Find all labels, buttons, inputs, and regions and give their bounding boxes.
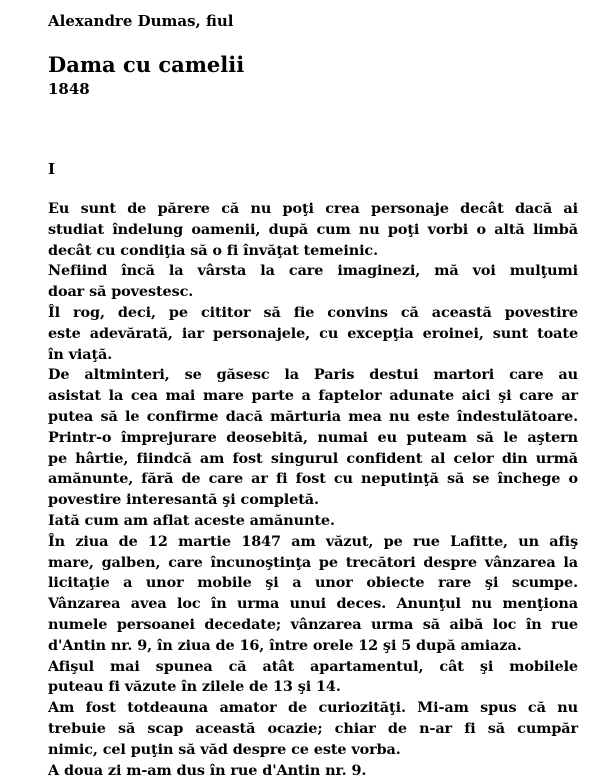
text-line: De altminteri, se găsesc la Paris destui martori care au [48, 366, 578, 384]
publication-year: 1848 [48, 80, 90, 98]
text-line: pe hârtie, fiindcă am fost singurul confident al celor din urmă [48, 449, 578, 467]
text-line: putea să le confirme dacă mărturia mea nu este îndestulătoare. [48, 407, 578, 425]
text-line: În ziua de 12 martie 1847 am văzut, pe rue Lafitte, un afiş [48, 532, 578, 550]
text-line: puteau fi văzute în zilele de 13 şi 14. [48, 678, 341, 696]
text-line: Eu sunt de părere că nu poţi crea personaje decât dacă ai [48, 200, 578, 217]
text-line: povestire interesantă şi completă. [48, 491, 319, 509]
author-name: Alexandre Dumas, fiul [48, 12, 234, 30]
text-line: Nefiind încă la vârsta la care imaginezi, mă voi mulţumi [48, 262, 578, 280]
text-line: A doua zi m-am dus în rue d'Antin nr. 9. [48, 761, 367, 779]
text-line: numele persoanei decedate; vânzarea urma să aibă loc în rue [48, 615, 578, 633]
text-line: decât cu condiţia să o fi învăţat temeinic. [48, 241, 379, 259]
book-title: Dama cu camelii [48, 52, 245, 77]
text-line: d'Antin nr. 9, în ziua de 16, între orele 12 şi 5 după amiaza. [48, 636, 522, 654]
text-line: Vânzarea avea loc în urma unui deces. Anunţul nu menţiona [48, 595, 578, 613]
chapter-heading: I [48, 160, 56, 178]
chapter-text [48, 199, 578, 781]
text-line: Afişul mai spunea că atât apartamentul, cât şi mobilele [48, 657, 578, 675]
text-line: amănunte, fără de care ar fi fost cu neputinţă să se închege o [48, 470, 578, 488]
text-line: trebuie să scap această ocazie; chiar de n-ar fi să cumpăr [48, 719, 578, 737]
text-line: licitaţie a unor mobile şi a unor obiecte rare şi scumpe. [48, 574, 578, 592]
text-line: Printr-o împrejurare deosebită, numai eu puteam să le aştern [48, 428, 578, 446]
text-line: în viaţă. [48, 345, 113, 363]
text-line: Am fost totdeauna amator de curiozităţi. Mi-am spus că nu [48, 699, 578, 717]
text-line: Îl rog, deci, pe cititor să fie convins că această povestire [48, 303, 578, 321]
text-line: asistat la cea mai mare parte a faptelor adunate aici şi care ar [48, 387, 578, 405]
text-line: studiat îndelung oamenii, după cum nu poţi vorbi o altă limbă [48, 220, 578, 238]
text-line: doar să povestesc. [48, 283, 194, 301]
text-line: mare, galben, care încunoştinţa pe trecători despre vânzarea la [48, 553, 578, 571]
text-line: Iată cum am aflat aceste amănunte. [48, 511, 335, 529]
text-line: este adevărată, iar personajele, cu excepţia eroinei, sunt toate [48, 324, 578, 342]
text-line: nimic, cel puţin să văd despre ce este vorba. [48, 740, 401, 758]
